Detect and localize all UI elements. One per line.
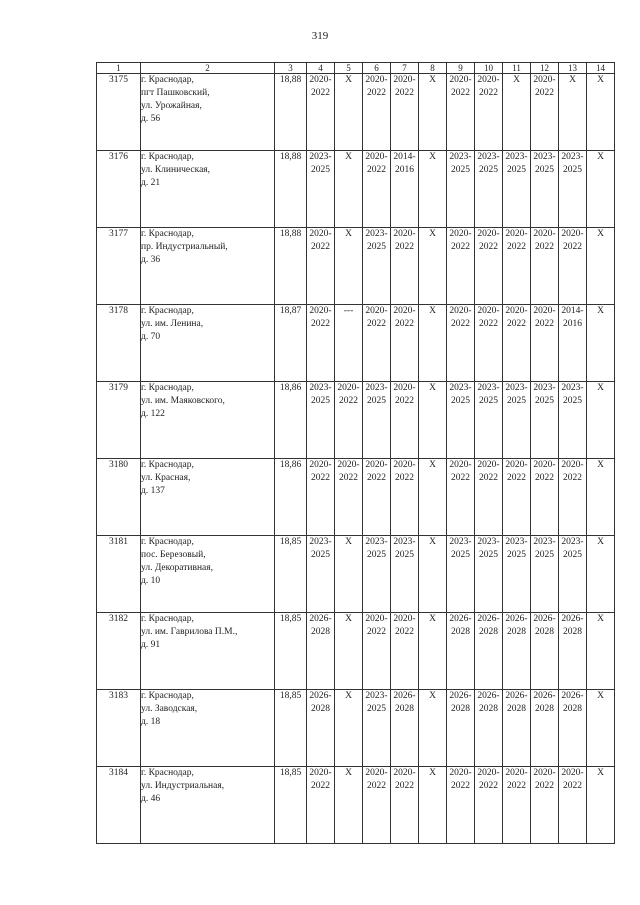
period-cell: 2020- 2022 bbox=[335, 382, 363, 459]
period-cell: 2020- 2022 bbox=[391, 613, 419, 690]
period-cell: 2014- 2016 bbox=[559, 305, 587, 382]
period-cell: X bbox=[587, 74, 615, 151]
period-cell: 2023- 2025 bbox=[475, 536, 503, 613]
period-cell: 2020- 2022 bbox=[363, 305, 391, 382]
period-cell: X bbox=[419, 74, 447, 151]
record-number: 3177 bbox=[97, 228, 141, 305]
period-cell: 2023- 2025 bbox=[531, 536, 559, 613]
record-number: 3176 bbox=[97, 151, 141, 228]
period-cell: 2026- 2028 bbox=[531, 690, 559, 767]
address-line: ул. им. Ленина, bbox=[141, 319, 204, 329]
period-cell: X bbox=[419, 767, 447, 844]
period-cell: 2020- 2022 bbox=[363, 767, 391, 844]
table-row bbox=[97, 151, 615, 228]
header-row bbox=[97, 63, 615, 74]
period-cell: X bbox=[587, 536, 615, 613]
address-line: д. 137 bbox=[141, 486, 165, 496]
address-line: ул. Заводская, bbox=[141, 704, 198, 714]
period-cell: X bbox=[587, 382, 615, 459]
address-line: д. 56 bbox=[141, 114, 161, 124]
period-cell: X bbox=[419, 228, 447, 305]
period-cell: X bbox=[587, 767, 615, 844]
period-cell: 2023- 2025 bbox=[503, 382, 531, 459]
area-value: 18,88 bbox=[275, 228, 307, 305]
period-cell: 2020- 2022 bbox=[503, 767, 531, 844]
period-cell: 2014- 2016 bbox=[391, 151, 419, 228]
record-number: 3178 bbox=[97, 305, 141, 382]
period-cell: 2026- 2028 bbox=[503, 690, 531, 767]
period-cell: 2026- 2028 bbox=[531, 613, 559, 690]
area-value: 18,88 bbox=[275, 74, 307, 151]
period-cell: X bbox=[335, 536, 363, 613]
period-cell: 2020- 2022 bbox=[503, 305, 531, 382]
address-line: г. Краснодар, bbox=[141, 614, 194, 624]
table-row bbox=[97, 459, 615, 536]
period-cell: 2020- 2022 bbox=[447, 459, 475, 536]
area-value: 18,86 bbox=[275, 382, 307, 459]
period-cell: 2023- 2025 bbox=[447, 382, 475, 459]
period-cell: 2020- 2022 bbox=[363, 613, 391, 690]
period-cell: X bbox=[335, 74, 363, 151]
address-line: ул. Декоративная, bbox=[141, 563, 214, 573]
period-cell: X bbox=[419, 613, 447, 690]
period-cell: 2020- 2022 bbox=[447, 305, 475, 382]
address-line: г. Краснодар, bbox=[141, 152, 194, 162]
address-line: г. Краснодар, bbox=[141, 306, 194, 316]
address-line: пр. Индустриальный, bbox=[141, 242, 228, 252]
period-cell: 2023- 2025 bbox=[363, 228, 391, 305]
address-line: ул. Урожайная, bbox=[141, 101, 202, 111]
period-cell: 2026- 2028 bbox=[391, 690, 419, 767]
period-cell: 2026- 2028 bbox=[447, 613, 475, 690]
record-number: 3184 bbox=[97, 767, 141, 844]
period-cell: 2023- 2025 bbox=[503, 536, 531, 613]
table-row bbox=[97, 382, 615, 459]
period-cell: X bbox=[419, 459, 447, 536]
period-cell: X bbox=[335, 151, 363, 228]
address-line: ул. им. Маяковского, bbox=[141, 396, 225, 406]
address-line: г. Краснодар, bbox=[141, 691, 194, 701]
period-cell: 2020- 2022 bbox=[363, 74, 391, 151]
period-cell: 2023- 2025 bbox=[531, 151, 559, 228]
address-line: г. Краснодар, bbox=[141, 75, 194, 85]
address-line: д. 36 bbox=[141, 255, 161, 265]
address-line: г. Краснодар, bbox=[141, 768, 194, 778]
period-cell: 2023- 2025 bbox=[447, 151, 475, 228]
period-cell: X bbox=[419, 305, 447, 382]
record-number: 3175 bbox=[97, 74, 141, 151]
period-cell: 2020- 2022 bbox=[475, 74, 503, 151]
address-line: ул. Индустриальная, bbox=[141, 781, 225, 791]
address-line: г. Краснодар, bbox=[141, 383, 194, 393]
area-value: 18,85 bbox=[275, 767, 307, 844]
period-cell: 2023- 2025 bbox=[475, 382, 503, 459]
address-line: д. 46 bbox=[141, 794, 161, 804]
period-cell: 2026- 2028 bbox=[559, 690, 587, 767]
period-cell: X bbox=[419, 690, 447, 767]
period-cell: 2023- 2025 bbox=[503, 151, 531, 228]
period-cell: 2020- 2022 bbox=[531, 305, 559, 382]
period-cell: 2023- 2025 bbox=[363, 690, 391, 767]
address-line: г. Краснодар, bbox=[141, 229, 194, 239]
period-cell: 2020- 2022 bbox=[559, 228, 587, 305]
period-cell: 2020- 2022 bbox=[391, 459, 419, 536]
address-cell bbox=[141, 382, 275, 459]
period-cell: X bbox=[335, 767, 363, 844]
period-cell: 2023- 2025 bbox=[447, 536, 475, 613]
period-cell: 2023- 2025 bbox=[531, 382, 559, 459]
period-cell: 2023- 2025 bbox=[559, 151, 587, 228]
period-cell: X bbox=[335, 228, 363, 305]
column-header: 8 bbox=[419, 63, 447, 74]
period-cell: X bbox=[587, 459, 615, 536]
period-cell: 2023- 2025 bbox=[559, 382, 587, 459]
period-cell: 2020- 2022 bbox=[531, 459, 559, 536]
period-cell: 2023- 2025 bbox=[307, 536, 335, 613]
column-header: 11 bbox=[503, 63, 531, 74]
period-cell: 2023- 2025 bbox=[559, 536, 587, 613]
table-row bbox=[97, 228, 615, 305]
period-cell: 2020- 2022 bbox=[307, 74, 335, 151]
period-cell: 2020- 2022 bbox=[531, 228, 559, 305]
period-cell: 2020- 2022 bbox=[363, 151, 391, 228]
address-cell bbox=[141, 228, 275, 305]
column-header: 12 bbox=[531, 63, 559, 74]
column-header: 7 bbox=[391, 63, 419, 74]
address-line: ул. Красная, bbox=[141, 473, 191, 483]
area-value: 18,88 bbox=[275, 151, 307, 228]
record-number: 3181 bbox=[97, 536, 141, 613]
page-number: 319 bbox=[311, 30, 329, 42]
period-cell: X bbox=[419, 382, 447, 459]
address-cell bbox=[141, 767, 275, 844]
period-cell: X bbox=[419, 151, 447, 228]
column-header: 1 bbox=[97, 63, 141, 74]
record-number: 3180 bbox=[97, 459, 141, 536]
column-header: 13 bbox=[559, 63, 587, 74]
area-value: 18,87 bbox=[275, 305, 307, 382]
period-cell: X bbox=[587, 613, 615, 690]
period-cell: 2020- 2022 bbox=[559, 459, 587, 536]
column-header: 9 bbox=[447, 63, 475, 74]
period-cell: 2026- 2028 bbox=[503, 613, 531, 690]
column-header: 3 bbox=[275, 63, 307, 74]
period-cell: 2023- 2025 bbox=[363, 536, 391, 613]
address-line: д. 91 bbox=[141, 640, 161, 650]
period-cell: 2026- 2028 bbox=[307, 690, 335, 767]
column-header: 10 bbox=[475, 63, 503, 74]
period-cell: 2020- 2022 bbox=[307, 459, 335, 536]
period-cell: X bbox=[335, 690, 363, 767]
address-cell bbox=[141, 536, 275, 613]
period-cell: 2020- 2022 bbox=[475, 305, 503, 382]
period-cell: 2020- 2022 bbox=[475, 459, 503, 536]
column-header: 6 bbox=[363, 63, 391, 74]
period-cell: 2020- 2022 bbox=[307, 228, 335, 305]
address-line: д. 10 bbox=[141, 576, 161, 586]
table-row bbox=[97, 690, 615, 767]
table-body bbox=[97, 74, 615, 844]
address-line: д. 122 bbox=[141, 409, 165, 419]
period-cell: --- bbox=[335, 305, 363, 382]
period-cell: 2020- 2022 bbox=[335, 459, 363, 536]
period-cell: X bbox=[587, 305, 615, 382]
column-header: 4 bbox=[307, 63, 335, 74]
period-cell: 2020- 2022 bbox=[307, 767, 335, 844]
table-row bbox=[97, 305, 615, 382]
period-cell: 2026- 2028 bbox=[307, 613, 335, 690]
period-cell: 2020- 2022 bbox=[447, 74, 475, 151]
area-value: 18,85 bbox=[275, 536, 307, 613]
area-value: 18,86 bbox=[275, 459, 307, 536]
period-cell: X bbox=[335, 613, 363, 690]
period-cell: 2020- 2022 bbox=[503, 228, 531, 305]
address-line: ул. Клиническая, bbox=[141, 165, 211, 175]
address-line: г. Краснодар, bbox=[141, 460, 194, 470]
address-line: ул. им. Гаврилова П.М., bbox=[141, 627, 238, 637]
record-number: 3183 bbox=[97, 690, 141, 767]
address-line: д. 18 bbox=[141, 717, 161, 727]
period-cell: X bbox=[503, 74, 531, 151]
period-cell: 2023- 2025 bbox=[307, 151, 335, 228]
period-cell: 2020- 2022 bbox=[391, 228, 419, 305]
period-cell: 2020- 2022 bbox=[391, 74, 419, 151]
area-value: 18,85 bbox=[275, 690, 307, 767]
table-row bbox=[97, 536, 615, 613]
period-cell: 2020- 2022 bbox=[391, 382, 419, 459]
address-line: пос. Березовый, bbox=[141, 550, 206, 560]
column-header: 14 bbox=[587, 63, 615, 74]
table-row bbox=[97, 767, 615, 844]
period-cell: 2023- 2025 bbox=[363, 382, 391, 459]
record-number: 3179 bbox=[97, 382, 141, 459]
period-cell: 2026- 2028 bbox=[559, 613, 587, 690]
period-cell: 2020- 2022 bbox=[447, 228, 475, 305]
period-cell: 2020- 2022 bbox=[391, 305, 419, 382]
address-cell bbox=[141, 690, 275, 767]
period-cell: X bbox=[587, 690, 615, 767]
period-cell: 2023- 2025 bbox=[391, 536, 419, 613]
period-cell: 2020- 2022 bbox=[531, 74, 559, 151]
area-value: 18,85 bbox=[275, 613, 307, 690]
period-cell: 2020- 2022 bbox=[559, 767, 587, 844]
column-header: 2 bbox=[141, 63, 275, 74]
period-cell: 2023- 2025 bbox=[475, 151, 503, 228]
address-cell bbox=[141, 151, 275, 228]
period-cell: 2026- 2028 bbox=[475, 613, 503, 690]
table-row bbox=[97, 613, 615, 690]
table-row bbox=[97, 74, 615, 151]
address-line: д. 70 bbox=[141, 332, 161, 342]
period-cell: X bbox=[587, 228, 615, 305]
period-cell: 2020- 2022 bbox=[391, 767, 419, 844]
address-cell bbox=[141, 74, 275, 151]
period-cell: X bbox=[587, 151, 615, 228]
period-cell: 2023- 2025 bbox=[307, 382, 335, 459]
address-cell bbox=[141, 305, 275, 382]
period-cell: 2020- 2022 bbox=[503, 459, 531, 536]
period-cell: 2020- 2022 bbox=[447, 767, 475, 844]
column-header: 5 bbox=[335, 63, 363, 74]
period-cell: 2020- 2022 bbox=[307, 305, 335, 382]
period-cell: 2026- 2028 bbox=[475, 690, 503, 767]
address-line: г. Краснодар, bbox=[141, 537, 194, 547]
period-cell: 2020- 2022 bbox=[475, 228, 503, 305]
register-table bbox=[96, 62, 615, 844]
period-cell: X bbox=[419, 536, 447, 613]
period-cell: 2020- 2022 bbox=[363, 459, 391, 536]
address-line: пгт Пашковский, bbox=[141, 88, 210, 98]
period-cell: 2026- 2028 bbox=[447, 690, 475, 767]
address-line: д. 21 bbox=[141, 178, 161, 188]
address-cell bbox=[141, 459, 275, 536]
period-cell: 2020- 2022 bbox=[531, 767, 559, 844]
period-cell: 2020- 2022 bbox=[475, 767, 503, 844]
address-cell bbox=[141, 613, 275, 690]
period-cell: X bbox=[559, 74, 587, 151]
record-number: 3182 bbox=[97, 613, 141, 690]
